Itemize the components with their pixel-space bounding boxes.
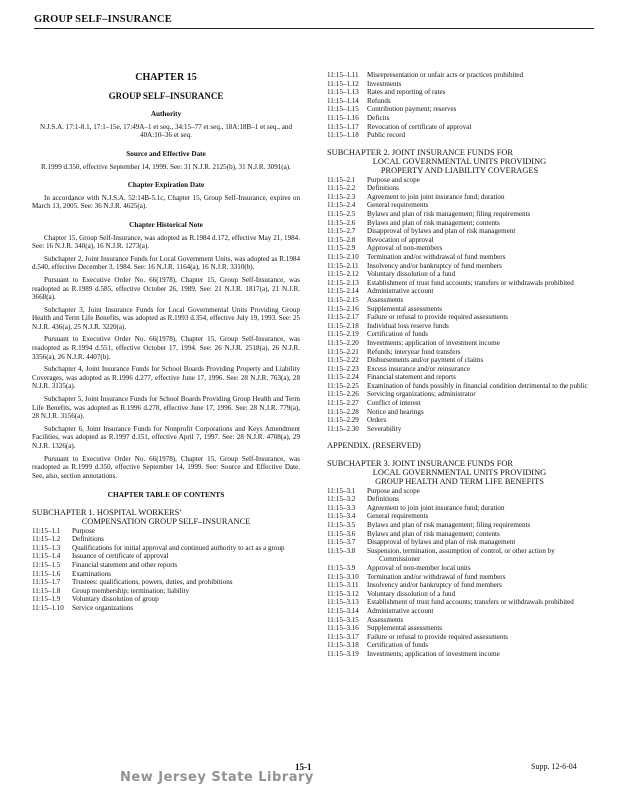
section-title: General requirements (367, 201, 429, 210)
toc-entry (327, 88, 592, 97)
toc-entry (327, 210, 592, 219)
toc-entry (327, 633, 592, 642)
section-number: 11:15–2.22 (327, 356, 359, 365)
section-title: Bylaws and plan of risk management; filing requirements (367, 210, 531, 219)
section-title: Supplemental assessments (367, 624, 443, 633)
section-number: 11:15–3.15 (327, 615, 359, 624)
toc-entry (327, 573, 592, 582)
section-title: Voluntary dissolution of a fund (367, 589, 456, 598)
authority-label: Authority (150, 110, 182, 119)
toc-entry (327, 590, 592, 599)
history-paragraph: Subchapter 5, Joint Insurance Funds for School Boards Providing Group Health and Term Life Benefits, was adopted as R.1996 d.278, effective June 17, 1996. See: 28 N.J.R. 779(a), 28 N.J.R. 3156(a). (32, 395, 300, 421)
section-title: Suspension, termination, assumption of control, or other action by Commissioner (367, 546, 555, 564)
toc-entry (327, 262, 592, 271)
section-title: Bylaws and plan of risk management; contents (367, 529, 500, 538)
subchapter-1-heading (32, 508, 300, 527)
history-paragraph: Subchapter 3, Joint Insurance Funds for Local Governmental Units Providing Group Health and Term Life Benefits, was adopted as R.1993 d.354, effective July 19, 1993. See: 25 N.J.R. 436(a), 25 N.J.R. 3220(a). (32, 305, 300, 331)
section-number: 11:15–2.20 (327, 338, 359, 347)
section-title: Purpose (72, 526, 95, 535)
expiration-label: Chapter Expiration Date (127, 181, 205, 190)
section-title: Financial statement and reports (367, 373, 456, 382)
section-number: 11:15–1.17 (327, 122, 359, 131)
section-number: 11:15–2.12 (327, 270, 359, 279)
section-number: 11:15–1.15 (327, 105, 359, 114)
chapter-title: GROUP SELF–INSURANCE (108, 90, 224, 101)
section-number: 11:15–2.14 (327, 287, 359, 296)
toc-entry (327, 71, 592, 80)
toc-entry (327, 105, 592, 114)
section-title: Approval of non-members (367, 244, 443, 253)
toc-entry (327, 305, 592, 314)
section-number: 11:15–1.7 (32, 578, 61, 587)
section-title: Insolvency and/or bankruptcy of fund members (367, 581, 502, 590)
toc-entry (327, 607, 592, 616)
section-number: 11:15–3.13 (327, 598, 359, 607)
section-number: 11:15–1.5 (32, 560, 61, 569)
toc-entry (327, 270, 592, 279)
toc-entry (327, 390, 592, 399)
section-number: 11:15–2.18 (327, 321, 359, 330)
section-title: Voluntary dissolution of a fund (367, 270, 456, 279)
toc-entry (327, 348, 592, 357)
section-number: 11:15–2.24 (327, 373, 359, 382)
section-number: 11:15–2.7 (327, 227, 356, 236)
history-paragraph: Chapter 15, Group Self-Insurance, was adopted as R.1984 d.172, effective May 21, 1984. See: 16 N.J.R. 340(a), 16 N.J.R. 1273(a). (32, 233, 300, 251)
section-number: 11:15–1.3 (32, 543, 61, 552)
section-title: Service organizations (72, 603, 134, 612)
subchapter-3-heading-line1: SUBCHAPTER 3. JOINT INSURANCE FUNDS FOR (327, 458, 513, 468)
toc-entry (327, 114, 592, 123)
section-number: 11:15–1.1 (32, 526, 61, 535)
left-column (32, 72, 300, 613)
section-number: 11:15–3.4 (327, 512, 356, 521)
section-number: 11:15–2.23 (327, 364, 359, 373)
section-title: Notice and hearings (367, 407, 424, 416)
section-number: 11:15–2.11 (327, 261, 359, 270)
section-number: 11:15–2.29 (327, 416, 359, 425)
section-number: 11:15–2.30 (327, 424, 359, 433)
section-title: Disapproval of bylaws and plan of risk management (367, 538, 516, 547)
section-title: Investments; application of investment income (367, 649, 500, 658)
section-title: Establishment of trust fund accounts; transfers or withdrawals prohibited (367, 598, 574, 607)
source-text: R.1999 d.350, effective September 14, 1999. See: 31 N.J.R. 2125(b), 31 N.J.R. 3091(a). (41, 162, 291, 171)
subchapter-3-list (327, 487, 592, 659)
toc-entry (327, 373, 592, 382)
section-title: Administrative account (367, 606, 434, 615)
toc-entry (327, 495, 592, 504)
toc-entry (327, 279, 592, 288)
section-number: 11:15–3.2 (327, 495, 356, 504)
section-title: Financial statement and other reports (72, 560, 178, 569)
toc-entry (32, 561, 300, 570)
section-number: 11:15–3.18 (327, 641, 359, 650)
toc-entry (327, 624, 592, 633)
toc-entry (32, 527, 300, 536)
header-rule (34, 28, 594, 29)
section-title: Failure or refusal to provide required assessments (367, 632, 509, 641)
section-number: 11:15–1.6 (32, 569, 61, 578)
subchapter-1-list-continued (327, 71, 592, 140)
subchapter-2-heading-line2: LOCAL GOVERNMENTAL UNITS PROVIDING (372, 157, 547, 167)
section-title: Administrative account (367, 287, 434, 296)
section-title: Revocation of approval (367, 235, 434, 244)
section-number: 11:15–3.8 (327, 546, 356, 555)
section-title: Conflict of interest (367, 399, 421, 408)
section-title: Assessments (367, 295, 404, 304)
toc-entry (327, 123, 592, 132)
toc-entry (327, 201, 592, 210)
section-title: Examination of funds possibly in financial condition detrimental to the public (367, 381, 588, 390)
toc-entry (327, 399, 592, 408)
toc-entry (327, 425, 592, 434)
section-title: Trustees: qualifications, powers, duties, and prohibitions (72, 578, 233, 587)
section-number: 11:15–2.28 (327, 407, 359, 416)
section-number: 11:15–2.25 (327, 381, 359, 390)
toc-entry (327, 616, 592, 625)
section-number: 11:15–2.26 (327, 390, 359, 399)
toc-entry (327, 487, 592, 496)
section-number: 11:15–2.5 (327, 210, 356, 219)
section-title: Termination and/or withdrawal of fund members (367, 572, 506, 581)
toc-heading: CHAPTER TABLE OF CONTENTS (107, 490, 225, 500)
section-title: Termination and/or withdrawal of fund members (367, 252, 506, 261)
toc-entry (327, 193, 592, 202)
subchapter-1-list (32, 527, 300, 613)
section-number: 11:15–3.16 (327, 624, 359, 633)
toc-entry (327, 512, 592, 521)
subchapter-2-heading-line3: PROPERTY AND LIABILITY COVERAGES (380, 166, 539, 176)
history-paragraph: Pursuant to Executive Order No. 66(1978), Chapter 15, Group Self-Insurance, was readopted as R.1994 d.551, effective October 17, 1994. See: 26 N.J.R. 2518(a), 26 N.J.R. 3356(a), 26 N.J.R. 4407(b). (32, 335, 300, 361)
section-number: 11:15–3.14 (327, 606, 359, 615)
section-number: 11:15–2.19 (327, 330, 359, 339)
section-number: 11:15–1.11 (327, 71, 359, 79)
toc-entry (32, 570, 300, 579)
toc-entry (32, 552, 300, 561)
history-paragraph: Pursuant to Executive Order No. 66(1978), Chapter 15, Group Self-Insurance, was readopted as R.1999 d.350, effective September 14, 1999. See: Source and Effective Date. See, also, section annotations. (32, 454, 300, 480)
toc-entry (327, 521, 592, 530)
toc-entry (327, 253, 592, 262)
section-title: Excess insurance and/or reinsurance (367, 364, 471, 373)
section-title: Bylaws and plan of risk management; filing requirements (367, 521, 531, 530)
toc-entry (327, 227, 592, 236)
history-label: Chapter Historical Note (129, 220, 203, 229)
section-number: 11:15–3.19 (327, 649, 359, 658)
toc-entry (327, 581, 592, 590)
toc-entry (327, 538, 592, 547)
history-paragraph: Subchapter 4, Joint Insurance Funds for School Boards Providing Property and Liability Coverages, was adopted as R.1996 d.277, effective June 17, 1996. See: 28 N.J.R. 763(a), 28 N.J.R. 3135(a). (32, 365, 300, 391)
toc-entry (32, 587, 300, 596)
toc-entry (327, 330, 592, 339)
toc-entry (327, 339, 592, 348)
section-number: 11:15–3.5 (327, 521, 356, 530)
section-title: Individual loss reserve funds (367, 321, 449, 330)
section-title: Issuance of certificate of approval (72, 552, 169, 561)
section-title: Public record (367, 131, 406, 140)
section-title: Approval of non-member local units (367, 563, 471, 572)
toc-entry (327, 97, 592, 106)
section-number: 11:15–1.2 (32, 535, 61, 544)
section-number: 11:15–2.8 (327, 235, 356, 244)
right-column (327, 71, 592, 659)
toc-entry (327, 313, 592, 322)
page-number: 15-1 (295, 762, 312, 772)
section-number: 11:15–2.4 (327, 201, 356, 210)
toc-entry (327, 564, 592, 573)
section-number: 11:15–1.8 (32, 586, 61, 595)
section-title: Group membership; termination; liability (72, 586, 190, 595)
toc-entry (327, 365, 592, 374)
running-title: GROUP SELF–INSURANCE (34, 14, 172, 25)
toc-entry (32, 604, 300, 613)
section-title: Failure or refusal to provide required assessments (367, 313, 509, 322)
section-number: 11:15–3.9 (327, 563, 356, 572)
section-number: 11:15–2.10 (327, 252, 359, 261)
section-number: 11:15–1.13 (327, 88, 359, 97)
section-title: Certification of funds (367, 641, 429, 650)
history-paragraph: Pursuant to Executive Order No. 66(1978), Chapter 15, Group Self-Insurance, was readopted as R.1989 d.585, effective October 26, 1989. See: 21 N.J.R. 1817(a), 21 N.J.R. 3668(a). (32, 275, 300, 302)
section-title: Rates and reporting of rates (367, 88, 446, 97)
section-title: Disapproval of bylaws and plan of risk management (367, 227, 516, 236)
toc-entry (327, 408, 592, 417)
toc-entry (327, 184, 592, 193)
section-title: Qualifications for initial approval and continued authority to act as a group (72, 543, 285, 552)
section-number: 11:15–3.17 (327, 632, 359, 641)
section-number: 11:15–2.15 (327, 295, 359, 304)
toc-entry (327, 296, 592, 305)
section-title: Definitions (72, 535, 104, 544)
toc-entry (327, 598, 592, 607)
section-number: 11:15–2.1 (327, 175, 356, 184)
section-title: Deficits (367, 113, 390, 122)
section-number: 11:15–2.17 (327, 313, 359, 322)
section-title: Disbursements and/or payment of claims (367, 356, 484, 365)
toc-entry (327, 322, 592, 331)
subchapter-2-heading-line1: SUBCHAPTER 2. JOINT INSURANCE FUNDS FOR (327, 147, 513, 157)
appendix-heading: APPENDIX. (RESERVED) (327, 441, 421, 451)
section-title: Agreement to join joint insurance fund; duration (367, 503, 505, 512)
section-title: Refunds; interyear fund transfers (367, 347, 461, 356)
subchapter-1-heading-line1: SUBCHAPTER 1. HOSPITAL WORKERS’ (32, 507, 183, 517)
toc-entry (32, 535, 300, 544)
toc-entry (327, 244, 592, 253)
section-number: 11:15–2.27 (327, 399, 359, 408)
section-number: 11:15–2.3 (327, 192, 356, 201)
section-number: 11:15–3.12 (327, 589, 359, 598)
subchapter-3-heading (327, 459, 592, 487)
section-title: Assessments (367, 615, 404, 624)
section-title: Misrepresentation or unfair acts or practices prohibited (367, 71, 524, 79)
section-title: Certification of funds (367, 330, 429, 339)
section-title: Purpose and scope (367, 175, 420, 184)
subchapter-2-heading (327, 148, 592, 176)
section-title: Contribution payment; reserves (367, 105, 457, 114)
section-title: Examinations (72, 569, 112, 578)
section-title: Refunds (367, 96, 391, 105)
section-number: 11:15–3.1 (327, 486, 356, 495)
section-number: 11:15–2.13 (327, 278, 359, 287)
history-notes (32, 234, 300, 481)
section-number: 11:15–2.21 (327, 347, 359, 356)
section-number: 11:15–3.10 (327, 572, 359, 581)
toc-entry (327, 504, 592, 513)
section-title: Definitions (367, 495, 399, 504)
section-title: Voluntary dissolution of group (72, 595, 159, 604)
supplement-date: Supp. 12-6-04 (531, 762, 577, 771)
section-number: 11:15–1.12 (327, 79, 359, 88)
toc-entry (32, 544, 300, 553)
section-title: Severability (367, 424, 402, 433)
chapter-number: CHAPTER 15 (135, 72, 197, 83)
section-number: 11:15–2.9 (327, 244, 356, 253)
section-title: Bylaws and plan of risk management; contents (367, 218, 500, 227)
expiration-text: In accordance with N.J.S.A. 52:14B-5.1c, Chapter 15, Group Self-Insurance, expires on March 13, 2005. See: 36 N.J.R. 4625(a). (32, 193, 300, 211)
toc-entry (327, 356, 592, 365)
subchapter-1-heading-line2: COMPENSATION GROUP SELF–INSURANCE (81, 517, 251, 527)
section-number: 11:15–1.4 (32, 552, 61, 561)
authority-text: N.J.S.A. 17:1-8.1, 17:1–15e, 17:49A–1 et seq., 34:15–77 et seq., 18A:18B–1 et seq., and 40A:10–36 et seq. (39, 122, 292, 140)
section-title: Purpose and scope (367, 486, 420, 495)
toc-entry (327, 287, 592, 296)
subchapter-2-list (327, 176, 592, 434)
section-number: 11:15–2.6 (327, 218, 356, 227)
subchapter-3-heading-line3: GROUP HEALTH AND TERM LIFE BENEFITS (375, 477, 544, 487)
section-title: Establishment of trust fund accounts; transfers or withdrawals prohibited (367, 278, 574, 287)
toc-entry (327, 176, 592, 185)
toc-entry (327, 131, 592, 140)
section-title: Definitions (367, 184, 399, 193)
toc-entry (32, 595, 300, 604)
toc-entry (327, 382, 592, 391)
section-number: 11:15–1.14 (327, 96, 359, 105)
section-number: 11:15–3.7 (327, 538, 356, 547)
toc-entry (327, 530, 592, 539)
section-number: 11:15–3.3 (327, 503, 356, 512)
toc-entry (327, 641, 592, 650)
section-title: Revocation of certificate of approval (367, 122, 472, 131)
subchapter-3-heading-line2: LOCAL GOVERNMENTAL UNITS PROVIDING (372, 468, 547, 478)
toc-entry (327, 650, 592, 659)
section-title: General requirements (367, 512, 429, 521)
toc-entry (32, 578, 300, 587)
section-number: 11:15–1.10 (32, 603, 64, 612)
section-number: 11:15–3.11 (327, 581, 359, 590)
toc-entry (327, 219, 592, 228)
section-number: 11:15–3.6 (327, 529, 356, 538)
section-title: Investments (367, 79, 402, 88)
toc-entry (327, 547, 592, 564)
toc-entry (327, 236, 592, 245)
source-label: Source and Effective Date (126, 149, 206, 158)
library-stamp: New Jersey State Library (120, 770, 314, 785)
section-title: Insolvency and/or bankruptcy of fund members (367, 261, 502, 270)
section-number: 11:15–2.16 (327, 304, 359, 313)
section-title: Investments; application of investment income (367, 338, 500, 347)
section-title: Supplemental assessments (367, 304, 443, 313)
section-number: 11:15–1.18 (327, 131, 359, 140)
section-number: 11:15–2.2 (327, 184, 356, 193)
toc-entry (327, 80, 592, 89)
history-paragraph: Subchapter 2, Joint Insurance Funds for Local Government Units, was adopted as R.1984 d.540, effective December 3, 1984. See: 16 N.J.R. 1164(a), 16 N.J.R. 3310(b). (32, 254, 300, 272)
section-number: 11:15–1.16 (327, 113, 359, 122)
section-title: Servicing organizations; administrator (367, 390, 476, 399)
section-number: 11:15–1.9 (32, 595, 61, 604)
section-title: Orders (367, 416, 387, 425)
running-header (34, 14, 594, 29)
toc-entry (327, 416, 592, 425)
history-paragraph: Subchapter 6, Joint Insurance Funds for Nonprofit Corporations and Keys Amendment Facilities, was adopted as R.1997 d.151, effective April 7, 1997. See: 28 N.J.R. 4708(a), 29 N.J.R. 1326(a). (32, 424, 300, 450)
section-title: Agreement to join joint insurance fund; duration (367, 192, 505, 201)
